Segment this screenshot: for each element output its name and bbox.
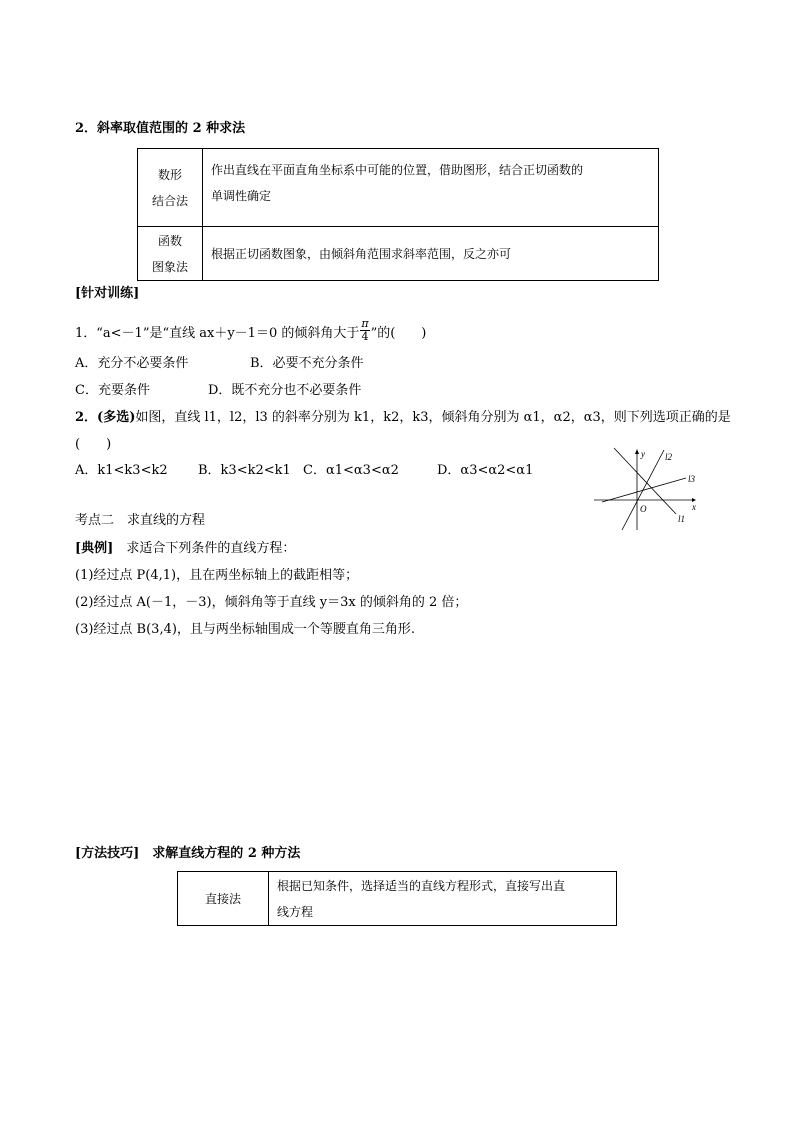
method-label-line2: 图象法 [151, 259, 188, 274]
example-item-2: (2)经过点 A(－1，－3)，倾斜角等于直线 y＝3x 的倾斜角的 2 倍； [75, 595, 468, 610]
question-1 [75, 317, 427, 346]
method-label-line2: 结合法 [151, 193, 188, 208]
method-desc-line1: 作出直线在平面直角坐标系中可能的位置，借助图形，结合正切函数的 [211, 163, 584, 177]
q1-option-a: A．充分不必要条件 [75, 356, 189, 371]
y-axis-label: y [641, 449, 645, 459]
l1-label: l1 [678, 514, 686, 524]
example-tag: [典例] [75, 541, 114, 556]
q2-text-line1: 如图，直线 l1，l2，l3 的斜率分别为 k1，k2，k3，倾斜角分别为 α1，α2，α3，则下列选项正确的是 [135, 410, 731, 425]
y-axis-arrow [635, 449, 639, 454]
kaodian-title: 考点二 求直线的方程 [75, 513, 206, 528]
example-item-3: (3)经过点 B(3,4)，且与两坐标轴围成一个等腰直角三角形. [75, 622, 416, 637]
section-heading: 2．斜率取值范围的 2 种求法 [75, 121, 246, 136]
table-row [138, 149, 659, 227]
example-intro-text: 求适合下列条件的直线方程： [113, 541, 296, 556]
method-label-line1: 数形 [157, 167, 182, 182]
frac-denominator: 4 [361, 330, 369, 343]
example-item-1: (1)经过点 P(4,1)，且在两坐标轴上的截距相等； [75, 568, 359, 583]
frac-numerator: π [361, 317, 369, 330]
method-desc-cell [269, 872, 617, 926]
q1-option-d: D．既不充分也不必要条件 [208, 383, 362, 398]
q2-multi-select-tag: 2．(多选) [75, 410, 136, 425]
method-desc-line2: 单调性确定 [211, 189, 272, 203]
q2-text-line2: ( ) [75, 437, 112, 452]
table-row [138, 227, 659, 281]
q2-option-d: D．α3<α2<α1 [437, 463, 534, 478]
training-heading: [针对训练] [75, 286, 140, 301]
method-desc-cell [203, 227, 659, 281]
l3-label: l3 [688, 474, 696, 484]
method-label-cell [138, 149, 203, 227]
slope-range-methods-table [137, 148, 659, 281]
q1-prefix: 1．“a<－1”是“直线 ax＋y－1＝0 的倾斜角大于 [75, 326, 360, 341]
line-equation-methods-table [177, 871, 617, 926]
pi-over-4-fraction [360, 318, 369, 343]
q2-option-b: B．k3<k2<k1 [198, 463, 291, 478]
method-desc-cell [203, 149, 659, 227]
q2-option-c: C．α1<α3<α2 [303, 463, 399, 478]
x-axis-label: x [692, 502, 696, 512]
q1-option-c: C．充要条件 [75, 383, 150, 398]
method-label-line1: 函数 [157, 233, 182, 248]
method-desc-line1: 根据已知条件，选择适当的直线方程形式，直接写出直 [277, 878, 566, 893]
lines-figure [592, 446, 704, 532]
line-l3 [602, 478, 686, 502]
method-desc-line1: 根据正切函数图象，由倾斜角范围求斜率范围，反之亦可 [211, 246, 512, 261]
q2-option-a: A．k1<k3<k2 [75, 463, 168, 478]
table-row [178, 872, 617, 926]
method-desc-line2: 线方程 [277, 904, 314, 919]
example-intro [75, 540, 295, 558]
l2-label: l2 [665, 452, 673, 462]
method-label-cell [138, 227, 203, 281]
method-heading: [方法技巧] 求解直线方程的 2 种方法 [75, 846, 301, 861]
q1-suffix: ”的( ) [370, 326, 427, 341]
method-label-cell: 直接法 [178, 872, 269, 926]
q1-option-b: B．必要不充分条件 [250, 356, 364, 371]
question-2 [75, 409, 731, 427]
origin-label: O [640, 504, 647, 514]
